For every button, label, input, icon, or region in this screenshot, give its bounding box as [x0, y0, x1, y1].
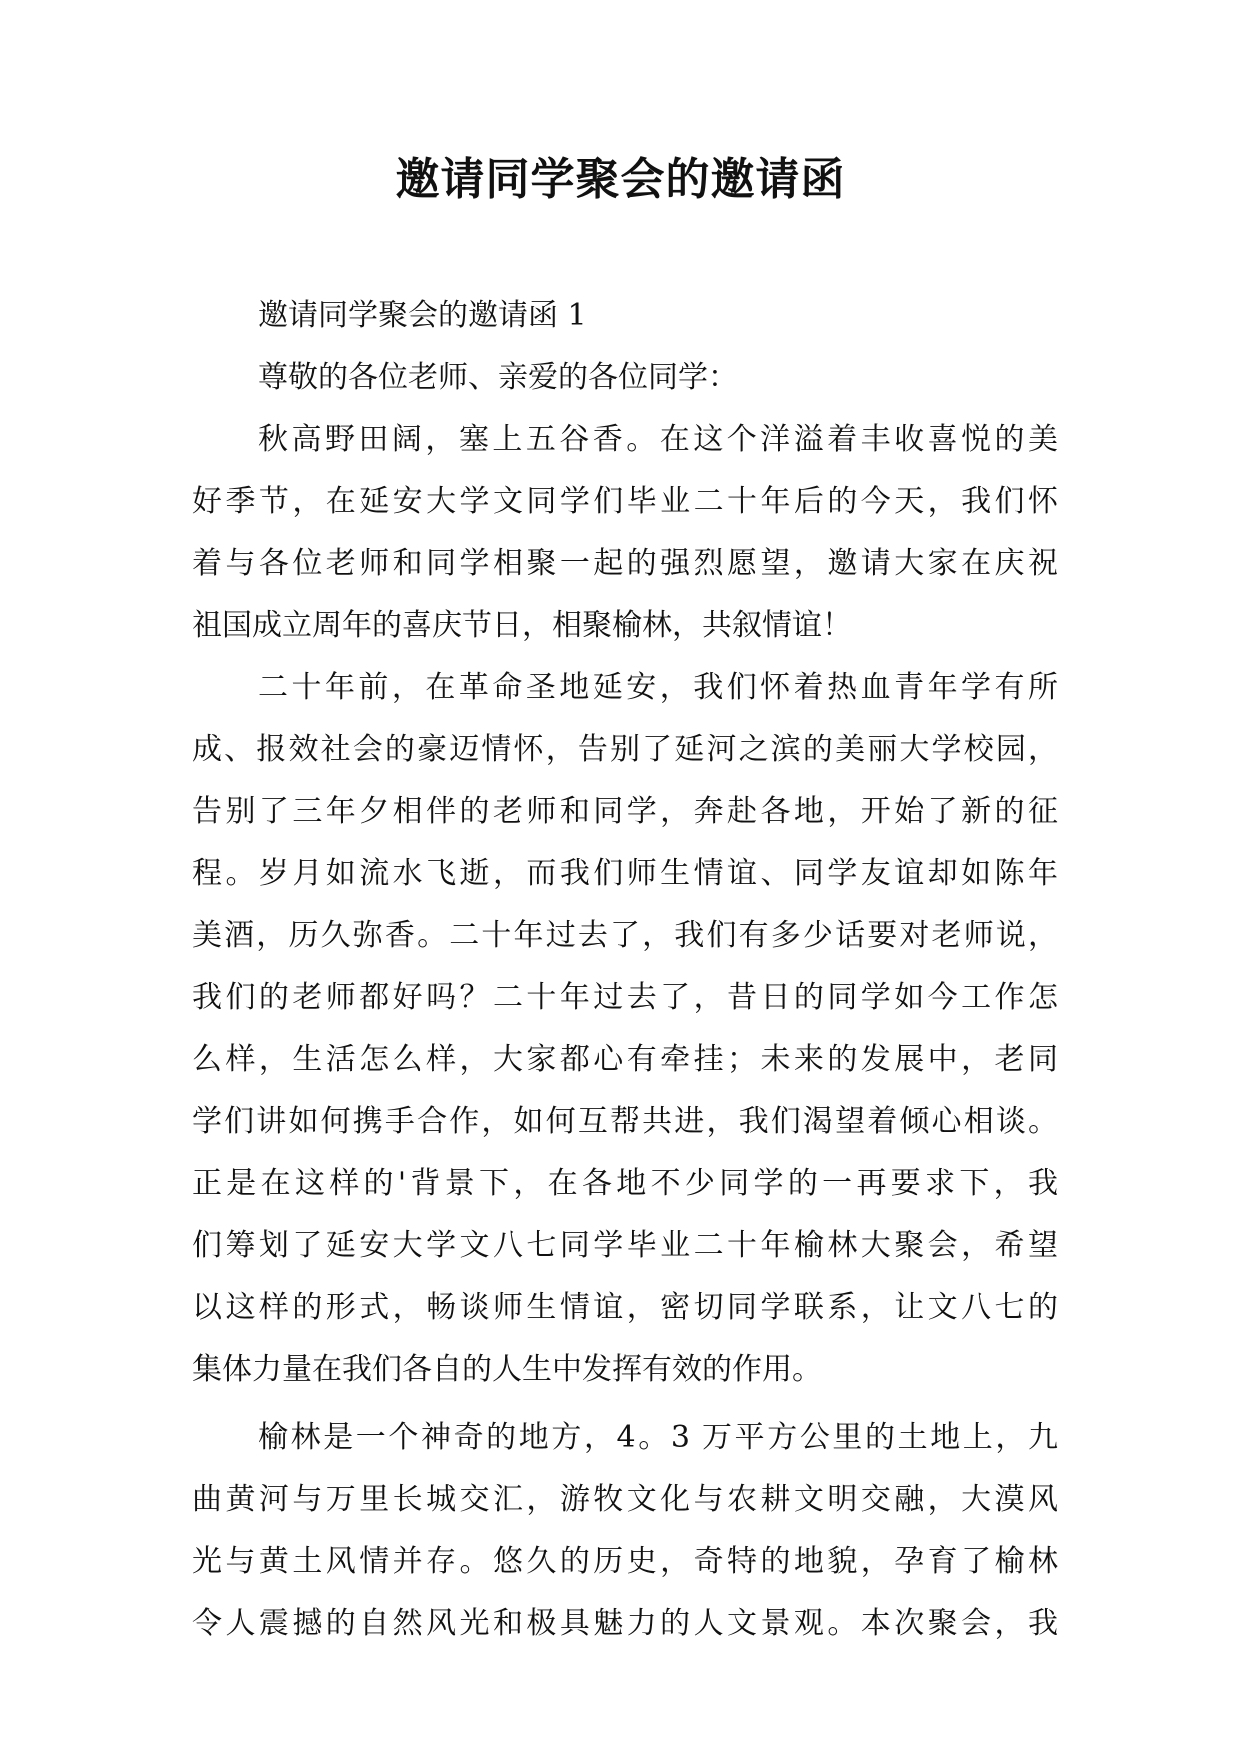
paragraph-line: 令人震撼的自然风光和极具魅力的人文景观。本次聚会，我	[192, 1606, 1058, 1641]
document-body	[192, 285, 1058, 1655]
salutation: 尊敬的各位老师、亲爱的各位同学：	[258, 360, 738, 395]
paragraph-line: 以这样的形式，畅谈师生情谊，密切同学联系，让文八七的	[192, 1290, 1058, 1325]
paragraph-line: 二十年前，在革命圣地延安，我们怀着热血青年学有所	[258, 670, 1058, 705]
paragraph-line: 好季节，在延安大学文同学们毕业二十年后的今天，我们怀	[192, 484, 1058, 519]
paragraph-3	[192, 1407, 1058, 1655]
paragraph-line: 光与黄土风情并存。悠久的历史，奇特的地貌，孕育了榆林	[192, 1544, 1058, 1579]
paragraph-line: 美酒，历久弥香。二十年过去了，我们有多少话要对老师说，	[192, 918, 1058, 953]
paragraph-line: 们筹划了延安大学文八七同学毕业二十年榆林大聚会，希望	[192, 1228, 1058, 1263]
paragraph-2	[192, 657, 1058, 1401]
paragraph-line: 集体力量在我们各自的人生中发挥有效的作用。	[192, 1352, 822, 1387]
paragraph-line: 告别了三年夕相伴的老师和同学，奔赴各地，开始了新的征	[192, 794, 1058, 829]
paragraph-1	[192, 409, 1058, 657]
paragraph-line: 成、报效社会的豪迈情怀，告别了延河之滨的美丽大学校园，	[192, 732, 1058, 767]
paragraph-line: 秋高野田阔，塞上五谷香。在这个洋溢着丰收喜悦的美	[258, 422, 1058, 457]
paragraph-line: 榆林是一个神奇的地方，4。3 万平方公里的土地上，九	[258, 1420, 1058, 1455]
section-heading: 邀请同学聚会的邀请函 1	[258, 298, 587, 333]
paragraph-line: 学们讲如何携手合作，如何互帮共进，我们渴望着倾心相谈。	[192, 1104, 1058, 1139]
paragraph-line: 么样，生活怎么样，大家都心有牵挂；未来的发展中，老同	[192, 1042, 1058, 1077]
paragraph-line: 程。岁月如流水飞逝，而我们师生情谊、同学友谊却如陈年	[192, 856, 1058, 891]
paragraph-line: 着与各位老师和同学相聚一起的强烈愿望，邀请大家在庆祝	[192, 546, 1058, 581]
document-title: 邀请同学聚会的邀请函	[395, 154, 846, 205]
paragraph-line: 正是在这样的'背景下，在各地不少同学的一再要求下，我	[192, 1166, 1058, 1201]
paragraph-line: 我们的老师都好吗？二十年过去了，昔日的同学如今工作怎	[192, 980, 1058, 1015]
paragraph-line: 祖国成立周年的喜庆节日，相聚榆林，共叙情谊！	[192, 608, 852, 643]
paragraph-line: 曲黄河与万里长城交汇，游牧文化与农耕文明交融，大漠风	[192, 1482, 1058, 1517]
